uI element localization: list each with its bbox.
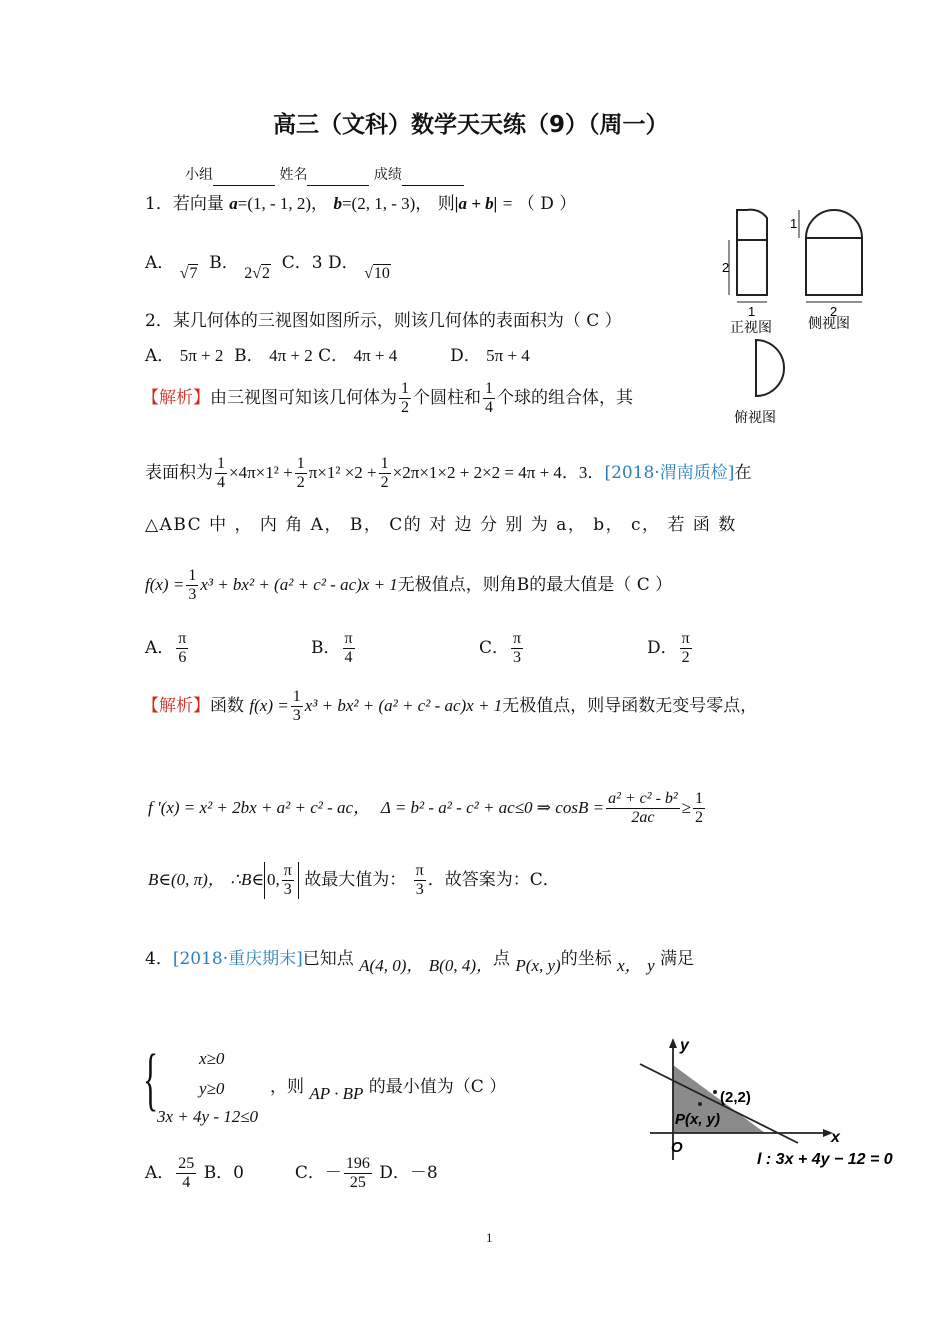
q3-analysis-f-rhs: x³ + bx² + (a² + c² - ac)x + 1 [304, 696, 503, 715]
q4-opt-c: C．－ [294, 1163, 342, 1183]
q2-analysis-line2 [145, 455, 751, 492]
q2-analysis-text-3: 个球的组合体，其 [497, 388, 633, 408]
q2-opt-c: C． [318, 346, 349, 366]
q3-function-line [145, 567, 672, 604]
q3-half-frac: $\frac{1}{2}$ [695, 790, 704, 826]
side-height-label: 1 [790, 216, 798, 231]
front-height-label: 2 [722, 260, 730, 275]
q3-range-1: B∈(0, π)， [148, 870, 225, 889]
q4-vector-expr: AP · BP [309, 1084, 364, 1103]
q2-expr-c: ×2π×1×2 + 2×2 = 4π + 4．3． [392, 463, 605, 482]
y-axis-label: y [680, 1037, 689, 1054]
q3-range-interval: 0, $\frac{\pi}{3}$ [264, 862, 299, 899]
q2-frac-a: $\frac{1}{4}$ [217, 455, 225, 491]
q1-opt-a-value: √7 [179, 265, 198, 282]
q4-point-p: P(x, y) [515, 956, 561, 975]
q2-opt-a: A． [145, 346, 175, 366]
q3-conclude: 故最大值为： [304, 870, 407, 890]
q4-point-b: B(0, 4)， [428, 956, 494, 975]
q3-max-frac: $\frac{\pi}{3}$ [415, 862, 424, 898]
top-view-label: 俯视图 [734, 409, 776, 425]
three-view-figure [720, 200, 870, 430]
top-view-shape [756, 340, 784, 396]
y-axis-arrow [669, 1038, 677, 1048]
q4-var-x: x， [617, 956, 642, 975]
point-2-2-label: (2,2) [720, 1089, 751, 1106]
q2-quarter-frac: $\frac{1}{4}$ [485, 380, 493, 416]
q3-f-lhs: f(x) = [145, 575, 185, 594]
q3-analysis-text-2: 无极值点，则导函数无变号零点， [502, 696, 758, 716]
q1-options [145, 252, 391, 282]
q1-vec-a: a [229, 194, 238, 213]
q3-stem-line2: △ABC 中 ， 内 角 A， B， C的 对 边 分 别 为 a， b， c， 若 函 数 [145, 515, 737, 535]
q2-frac-c: $\frac{1}{2}$ [380, 455, 389, 491]
q1-then: 则 [437, 194, 455, 214]
page-title: 高三（文科）数学天天练（9）（周一） [273, 112, 669, 138]
q4-options [145, 1155, 438, 1192]
group-blank[interactable] [213, 169, 275, 186]
front-view-label: 正视图 [730, 319, 772, 335]
q1-vec-b-value: =(2, 1, - 3)， [341, 194, 433, 213]
q2-analysis-text: 由三视图可知该几何体为 [210, 388, 397, 408]
q2-expr-b: π×1² ×2 + [308, 463, 377, 482]
q1-eq: = [502, 194, 513, 213]
q1-opt-c: C．3 [281, 253, 323, 273]
score-label: 成绩 [373, 167, 402, 183]
score-blank[interactable] [402, 169, 464, 186]
q1-opt-d: D． [328, 253, 359, 273]
q3-range-2: ∴B∈ [230, 870, 265, 889]
q1-opt-b: B． [209, 253, 239, 273]
q4-brace: { [143, 1041, 159, 1118]
group-label: 小组 [185, 167, 213, 183]
q1-opt-d-value: √10 [364, 265, 390, 282]
q3-analysis-line1 [142, 688, 757, 725]
q3-opt-d: D． $\frac{\pi}{2}$ [647, 630, 690, 666]
q3-opt-a: A． $\frac{\pi}{6}$ [145, 630, 187, 666]
page-number: 1 [486, 1230, 493, 1245]
origin-label: O [671, 1139, 683, 1156]
q3-delta: Δ = b² - a² - c² + ac≤0 ⇒ cosB = [380, 798, 605, 817]
q3-opt-b: B． $\frac{\pi}{4}$ [311, 630, 353, 666]
line-equation-label: l : 3x + 4y − 12 = 0 [757, 1151, 893, 1168]
q3-cos-frac: $\frac{\text{a² + c² - b²}}{2ac}$ [608, 790, 678, 826]
q4-opt-a: A． [145, 1163, 175, 1183]
q4-var-y: y [647, 956, 655, 975]
q3-ge: ≥ [681, 798, 692, 817]
q2-expr-a: ×4π×1² + [229, 463, 293, 482]
q2-frac-b: $\frac{1}{2}$ [296, 455, 305, 491]
q4-question [270, 1076, 507, 1103]
q4-region-figure [635, 1030, 905, 1175]
x-axis-label: x [831, 1129, 840, 1146]
side-view-shape [806, 210, 862, 295]
q4-stem-2: 已知点 [302, 949, 354, 969]
q3-source: [2018·渭南质检] [604, 463, 735, 483]
name-label: 姓名 [279, 167, 308, 183]
q4-cond-2: y≥0 [199, 1079, 225, 1098]
point-p [698, 1102, 702, 1106]
q1-stem-text: 1．若向量 [145, 194, 224, 214]
q2-opt-c-value: 4π + 4 [353, 346, 398, 365]
q1-opt-a: A． [145, 253, 175, 273]
q4-cond-3: 3x + 4y - 12≤0 [157, 1107, 259, 1126]
q3-stem-1: 在 [734, 463, 752, 483]
q3-analysis-f-lhs: f(x) = [249, 696, 289, 715]
q2-analysis-line1 [142, 380, 633, 417]
front-width-label: 1 [748, 304, 756, 319]
q4-stem-4: 的坐标 [560, 949, 612, 969]
q4-then: ，则 [270, 1077, 304, 1097]
q4-stem-5: 满足 [660, 949, 695, 969]
q4-source: [2018·重庆期末] [172, 949, 303, 969]
q4-number: 4． [145, 949, 173, 969]
side-width-label: 2 [830, 304, 838, 319]
q3-analysis-tag: 【解析】 [142, 696, 210, 716]
q3-derivative: f ′(x) = x² + 2bx + a² + c² - ac， [148, 798, 371, 817]
q1-answer: （ D ） [517, 194, 577, 214]
q4-opt-b: B．0 [203, 1163, 244, 1183]
q3-analysis-text: 函数 [210, 696, 244, 716]
name-blank[interactable] [307, 169, 369, 186]
q2-analysis-tag: 【解析】 [142, 388, 210, 408]
q3-analysis-frac: $\frac{1}{3}$ [292, 688, 301, 724]
q3-stem-3: 无极值点，则角B的最大值是（ C ） [397, 575, 673, 595]
q4-cond-1: x≥0 [199, 1049, 225, 1068]
q2-analysis-text-2: 个圆柱和 [413, 388, 481, 408]
q4-stem [145, 948, 695, 975]
q3-f-rhs: x³ + bx² + (a² + c² - ac)x + 1 [200, 575, 398, 594]
q3-analysis-line2 [148, 790, 707, 827]
q2-half-frac: $\frac{1}{2}$ [401, 380, 409, 416]
q1-stem [145, 193, 576, 215]
q2-opt-b: B． [234, 346, 264, 366]
q1-vec-b: b [333, 194, 342, 213]
q1-vec-a-value: =(1, - 1, 2)， [237, 194, 329, 213]
q1-abs-expr: |a + b| [454, 194, 498, 213]
q3-opt-c: C． $\frac{\pi}{3}$ [479, 630, 522, 666]
q4-stem-6: 的最小值为（C ） [368, 1077, 507, 1097]
q3-conclude-2: ．故答案为：C． [427, 870, 560, 890]
q4-opt-c-frac: $\frac{196}{25}$ [345, 1155, 370, 1191]
front-view-shape [737, 210, 767, 295]
q4-opt-a-frac: $\frac{25}{4}$ [178, 1155, 195, 1191]
q4-opt-d: D．－8 [379, 1163, 438, 1183]
q2-options [145, 345, 530, 367]
q3-f-frac: $\frac{1}{3}$ [188, 567, 197, 603]
q3-analysis-line3 [148, 862, 560, 899]
side-view-label: 侧视图 [808, 315, 850, 331]
header-fields [185, 164, 464, 186]
q2-opt-b-value: 4π + 2 [269, 346, 313, 365]
q4-stem-3: 点 [493, 949, 511, 969]
q4-point-a: A(4, 0)， [359, 956, 424, 975]
q2-opt-d-value: 5π + 4 [486, 346, 530, 365]
point-p-label: P(x, y) [675, 1111, 721, 1128]
point-2-2 [713, 1090, 717, 1094]
q2-opt-d: D． [450, 346, 481, 366]
q1-opt-b-value: 2√2 [244, 265, 270, 282]
q2-analysis-surface: 表面积为 [145, 463, 213, 483]
q2-stem: 2．某几何体的三视图如图所示，则该几何体的表面积为（ C ） [145, 311, 622, 331]
q2-opt-a-value: 5π + 2 [179, 346, 224, 365]
